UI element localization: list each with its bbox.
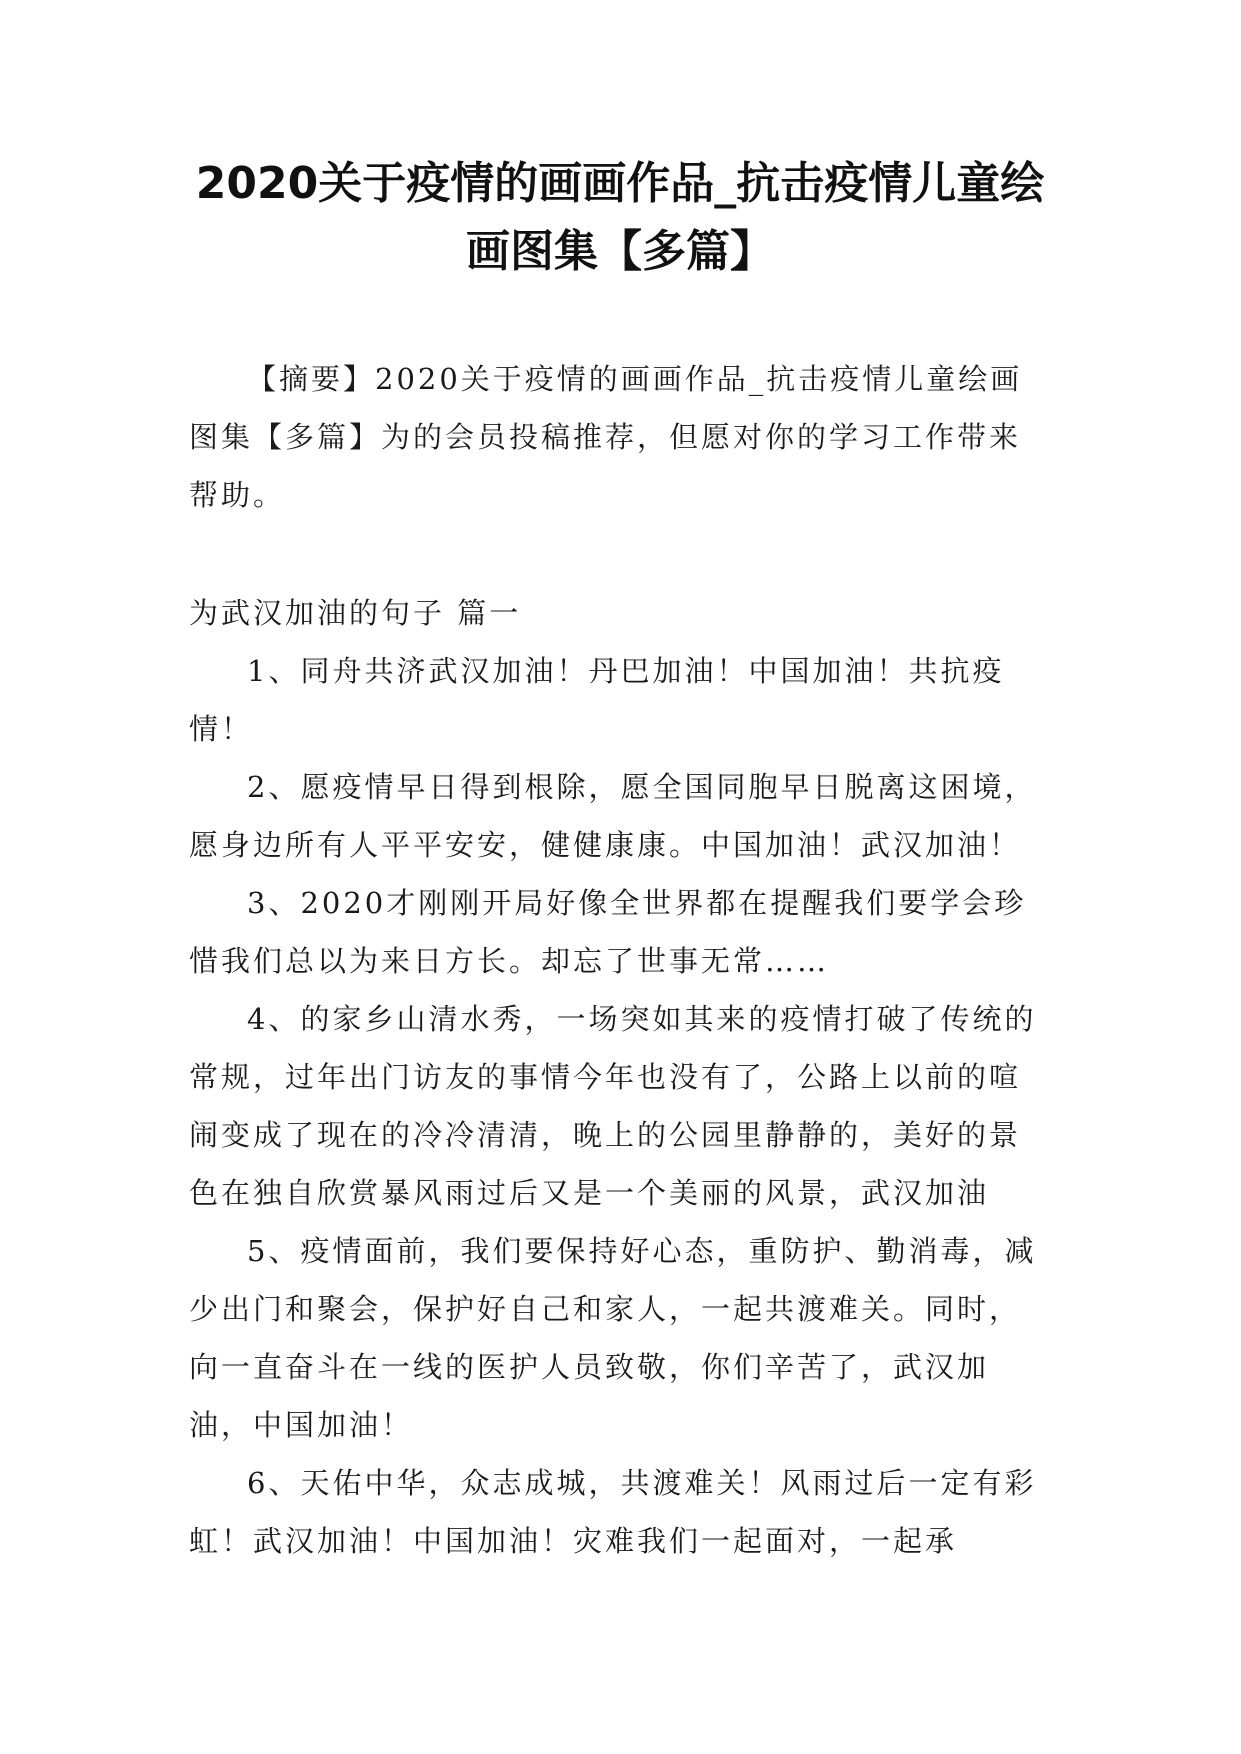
- list-item: 4、的家乡山清水秀，一场突如其来的疫情打破了传统的常规，过年出门访友的事情今年也没有了，公路上以前的喧闹变成了现在的冷冷清清，晚上的公园里静静的，美好的景色在独自欣赏暴风雨过后又是一个美丽的风景，武汉加油: [189, 1002, 1037, 1210]
- section-heading: 为武汉加油的句子 篇一: [189, 596, 522, 630]
- list-item: 1、同舟共济武汉加油！丹巴加油！中国加油！共抗疫情！: [189, 654, 1005, 746]
- abstract-paragraph: 【摘要】2020关于疫情的画画作品_抗击疫情儿童绘画图集【多篇】为的会员投稿推荐，但愿对你的学习工作带来帮助。: [189, 362, 1023, 512]
- list-item: 6、天佑中华，众志成城，共渡难关！风雨过后一定有彩虹！武汉加油！中国加油！灾难我们一起面对，一起承: [189, 1466, 1037, 1558]
- list-item: 3、2020才刚刚开局好像全世界都在提醒我们要学会珍惜我们总以为来日方长。却忘了世事无常……: [189, 886, 1027, 978]
- sentence-list: [189, 642, 1049, 1570]
- list-item: 5、疫情面前，我们要保持好心态，重防护、勤消毒，减少出门和聚会，保护好自己和家人，一起共渡难关。同时，向一直奋斗在一线的医护人员致敬，你们辛苦了，武汉加油，中国加油！: [189, 1234, 1037, 1442]
- document-title-line-1: 2020关于疫情的画画作品_抗击疫情儿童绘: [195, 158, 1045, 209]
- section-block: [189, 584, 1049, 1570]
- document-title-line-2: 画图集【多篇】: [466, 226, 774, 277]
- document-title: [150, 150, 1090, 286]
- abstract-block: [189, 350, 1049, 524]
- list-item: 2、愿疫情早日得到根除，愿全国同胞早日脱离这困境，愿身边所有人平平安安，健健康康。中国加油！武汉加油！: [189, 770, 1037, 862]
